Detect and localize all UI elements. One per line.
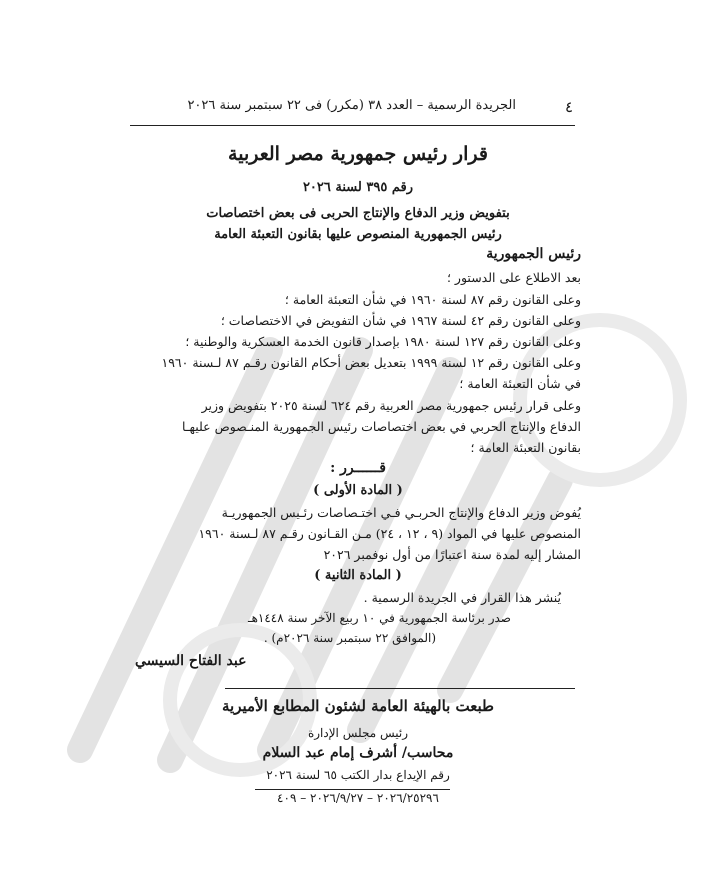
page-number: ٤ — [565, 98, 574, 116]
preamble-line: الدفاع والإنتاج الحربي في بعض اختصاصات رئيس الجمهورية المنـصوص عليهـا — [182, 419, 581, 434]
footer-rule — [255, 789, 450, 790]
print-code: ٢٠٢٦/٢٥٢٩٦ – ٢٠٢٦/٩/٢٧ – ٤٠٩ — [277, 791, 439, 805]
decree-title: قرار رئيس جمهورية مصر العربية — [228, 143, 488, 165]
article-2-line: يُنشر هذا القرار في الجريدة الرسمية . — [363, 590, 561, 605]
decided-label: قــــــرر : — [330, 460, 386, 476]
decree-subject-2: رئيس الجمهورية المنصوص عليها بقانون التعبئة العامة — [214, 227, 502, 242]
article-1-line: المنصوص عليها في المواد (٩ ، ١٢ ، ٢٤) مـن القـانون رقـم ٨٧ لـسنة ١٩٦٠ — [198, 526, 581, 541]
issued-line: صدر برئاسة الجمهورية في ١٠ ربيع الآخر سنة ١٤٤٨هـ — [248, 611, 511, 625]
signatory-name: عبد الفتاح السيسي — [135, 653, 247, 669]
preamble-line: وعلى القانون رقم ١٢ لسنة ١٩٩٩ بتعديل بعض أحكام القانون رقـم ٨٧ لـسنة ١٩٦٠ — [161, 355, 581, 370]
article-1-heading: ( المادة الأولى ) — [313, 483, 403, 498]
decree-number: رقم ٣٩٥ لسنة ٢٠٢٦ — [302, 180, 414, 195]
president-heading: رئيس الجمهورية — [486, 246, 581, 262]
article-2-heading: ( المادة الثانية ) — [314, 568, 402, 583]
deposit-number: رقم الإيداع بدار الكتب ٦٥ لسنة ٢٠٢٦ — [266, 768, 450, 782]
article-1-line: يُفوض وزير الدفاع والإنتاج الحربـي فـي اختـصاصات رئـيس الجمهوريـة — [221, 505, 581, 520]
preamble-line: وعلى القانون رقم ٤٢ لسنة ١٩٦٧ في شأن التفويض في الاختصاصات ؛ — [220, 313, 581, 328]
gazette-header: الجريدة الرسمية – العدد ٣٨ (مكرر) فى ٢٢ سبتمبر سنة ٢٠٢٦ — [187, 98, 516, 113]
board-chair-title: رئيس مجلس الإدارة — [307, 726, 409, 740]
preamble-line: في شأن التعبئة العامة ؛ — [459, 376, 581, 391]
preamble-line: وعلى القانون رقم ٨٧ لسنة ١٩٦٠ في شأن التعبئة العامة ؛ — [284, 292, 581, 307]
preamble-line: بقانون التعبئة العامة ؛ — [470, 440, 581, 455]
preamble-line: وعلى القانون رقم ١٢٧ لسنة ١٩٨٠ بإصدار قانون الخدمة العسكرية والوطنية ؛ — [185, 334, 581, 349]
preamble-line: وعلى قرار رئيس جمهورية مصر العربية رقم ٦٢٤ لسنة ٢٠٢٥ بتفويض وزير — [201, 398, 581, 413]
header-divider — [130, 125, 575, 126]
printer-name: طبعت بالهيئة العامة لشئون المطابع الأميرية — [222, 697, 494, 715]
preamble-line: بعد الاطلاع على الدستور ؛ — [446, 270, 581, 285]
chair-name: محاسب/ أشرف إمام عبد السلام — [262, 745, 454, 761]
footer-divider — [225, 688, 575, 689]
article-1-line: المشار إليه لمدة سنة اعتبارًا من أول نوفمبر ٢٠٢٦ — [323, 547, 581, 562]
decree-subject-1: بتفويض وزير الدفاع والإنتاج الحربى فى بعض اختصاصات — [206, 206, 510, 221]
corresponding-date: (الموافق ٢٢ سبتمبر سنة ٢٠٢٦م) . — [263, 631, 436, 645]
